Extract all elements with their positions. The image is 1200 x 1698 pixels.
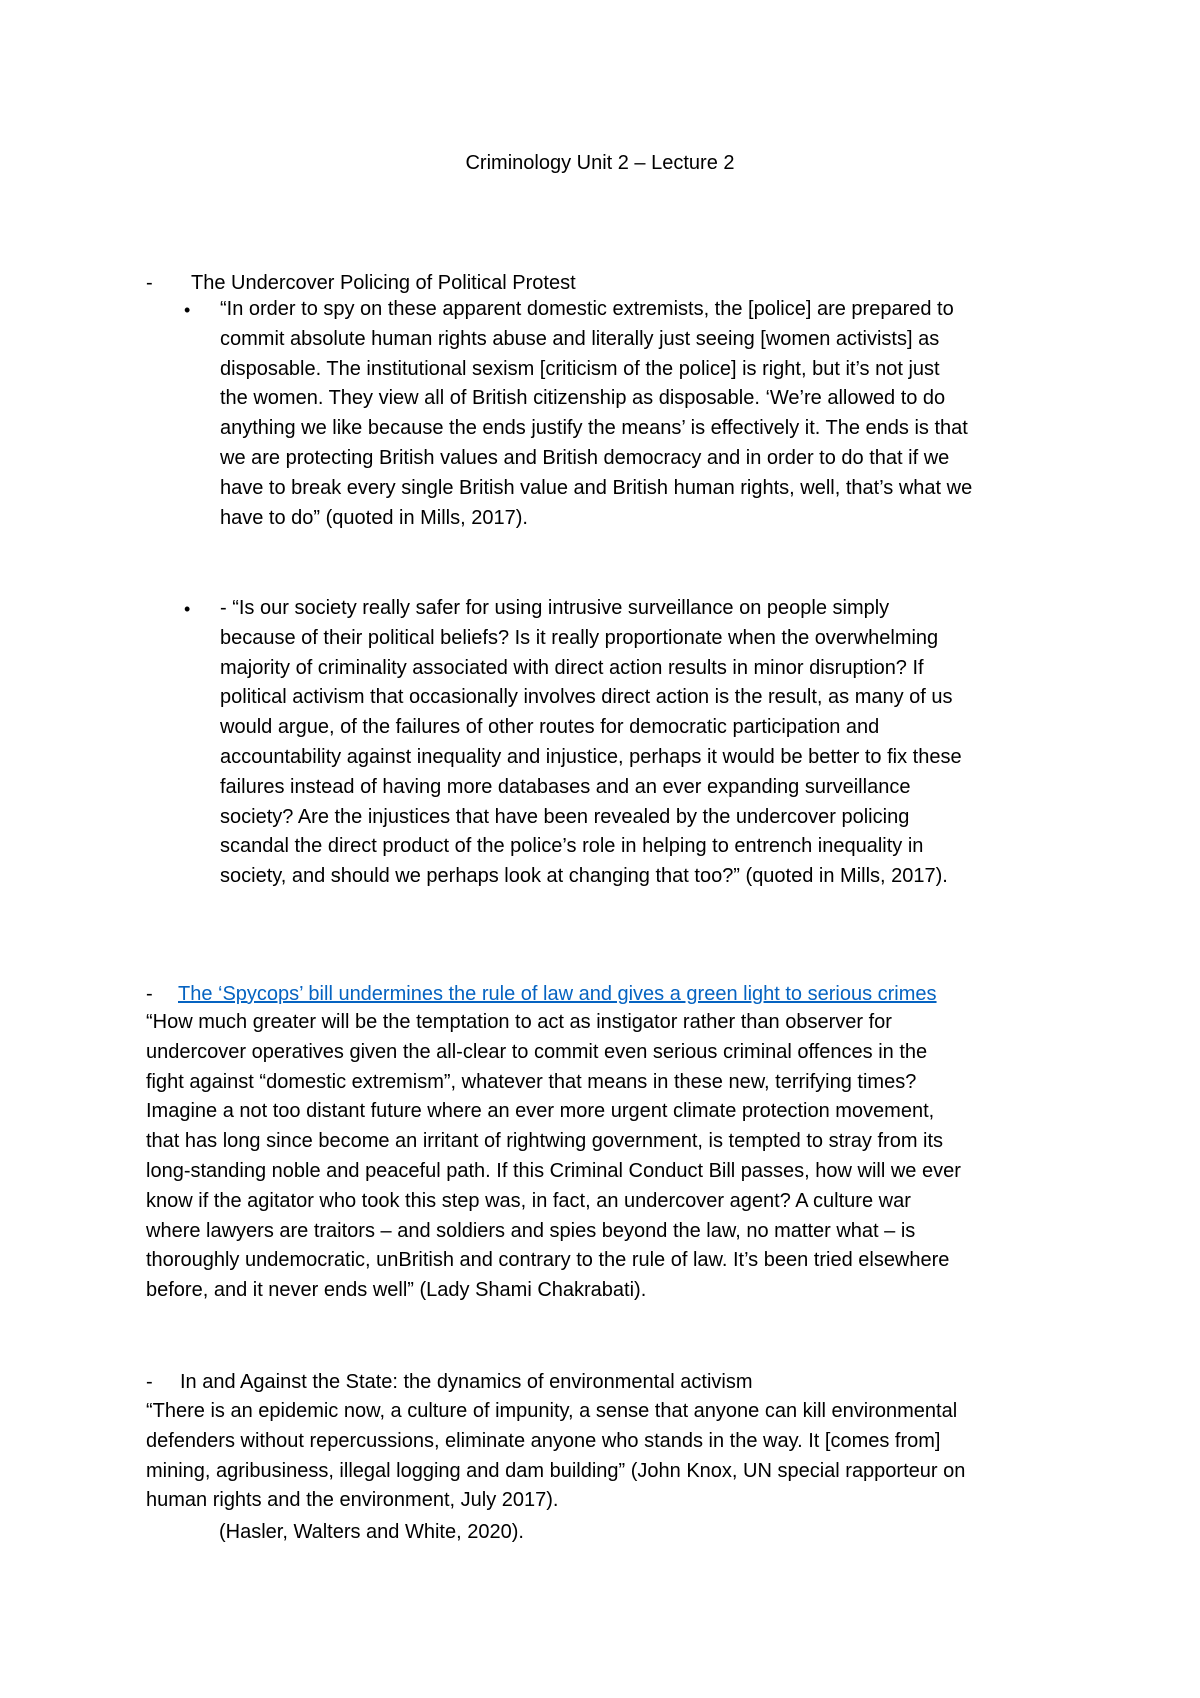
quote-line: human rights and the environment, July 2017).	[146, 1489, 559, 1512]
spycops-article-link[interactable]: The ‘Spycops’ bill undermines the rule of law and gives a green light to serious crimes	[178, 983, 937, 1005]
quote-block-4	[146, 1397, 965, 1516]
quote-line: failures instead of having more databases and an ever expanding surveillance	[220, 775, 911, 798]
quote-line: before, and it never ends well” (Lady Shami Chakrabati).	[146, 1279, 647, 1302]
quote-line: scandal the direct product of the police’s role in helping to entrench inequality in	[220, 835, 924, 858]
quote-line: long-standing noble and peaceful path. If this Criminal Conduct Bill passes, how will we ever	[146, 1159, 961, 1182]
quote-line: society? Are the injustices that have been revealed by the undercover policing	[220, 805, 910, 828]
quote-line: disposable. The institutional sexism [criticism of the police] is right, but it’s not just	[220, 357, 940, 380]
quote-line: defenders without repercussions, eliminate anyone who stands in the way. It [comes from]	[146, 1429, 941, 1452]
dash-marker: -	[146, 983, 153, 1005]
quote-line: have to break every single British value and British human rights, well, that’s what we	[220, 476, 973, 499]
quote-block-2	[220, 594, 962, 892]
quote-line: thoroughly undemocratic, unBritish and contrary to the rule of law. It’s been tried elsewhere	[146, 1249, 950, 1272]
quote-line: undercover operatives given the all-clear to commit even serious criminal offences in the	[146, 1040, 928, 1063]
quote-line: Imagine a not too distant future where an ever more urgent climate protection movement,	[146, 1100, 935, 1123]
quote-line: fight against “domestic extremism”, whatever that means in these new, terrifying times?	[146, 1070, 917, 1093]
quote-line: have to do” (quoted in Mills, 2017).	[220, 506, 528, 529]
quote-line: mining, agribusiness, illegal logging and dam building” (John Knox, UN special rapporteur on	[146, 1459, 966, 1482]
bullet-icon: •	[184, 599, 191, 619]
quote-line: the women. They view all of British citizenship as disposable. ‘We’re allowed to do	[220, 387, 946, 410]
section-heading-environmental: In and Against the State: the dynamics of environmental activism	[180, 1371, 753, 1393]
quote-line: political activism that occasionally involves direct action is the result, as many of us	[220, 686, 953, 709]
page-title: Criminology Unit 2 – Lecture 2	[465, 152, 735, 174]
quote-line: majority of criminality associated with direct action results in minor disruption? If	[220, 656, 924, 679]
quote-line: we are protecting British values and British democracy and in order to do that if we	[220, 446, 950, 469]
quote-line: commit absolute human rights abuse and literally just seeing [women activists] as	[220, 327, 940, 350]
quote-line: society, and should we perhaps look at changing that too?” (quoted in Mills, 2017).	[220, 865, 948, 888]
dash-marker: -	[146, 1371, 153, 1393]
bullet-icon: •	[184, 300, 191, 320]
quote-line: would argue, of the failures of other routes for democratic participation and	[220, 716, 880, 739]
quote-line: know if the agitator who took this step was, in fact, an undercover agent? A culture war	[146, 1189, 911, 1212]
quote-line: - “Is our society really safer for using intrusive surveillance on people simply	[220, 597, 890, 619]
section-heading-undercover: The Undercover Policing of Political Protest	[191, 272, 576, 294]
quote-line: because of their political beliefs? Is it really proportionate when the overwhelming	[220, 626, 939, 649]
quote-line: anything we like because the ends justify the means’ is effectively it. The ends is that	[220, 417, 968, 440]
quote-block-1	[220, 295, 972, 533]
quote-line: “How much greater will be the temptation to act as instigator rather than observer for	[146, 1011, 892, 1033]
citation: (Hasler, Walters and White, 2020).	[219, 1521, 524, 1543]
dash-marker: -	[146, 272, 153, 294]
quote-line: “There is an epidemic now, a culture of impunity, a sense that anyone can kill environmental	[146, 1400, 958, 1422]
quote-line: accountability against inequality and injustice, perhaps it would be better to fix these	[220, 745, 962, 768]
quote-line: “In order to spy on these apparent domestic extremists, the [police] are prepared to	[220, 298, 954, 320]
quote-line: that has long since become an irritant of rightwing government, is tempted to stray from its	[146, 1130, 944, 1153]
quote-line: where lawyers are traitors – and soldiers and spies beyond the law, no matter what – is	[146, 1219, 916, 1242]
quote-block-3	[146, 1008, 961, 1306]
